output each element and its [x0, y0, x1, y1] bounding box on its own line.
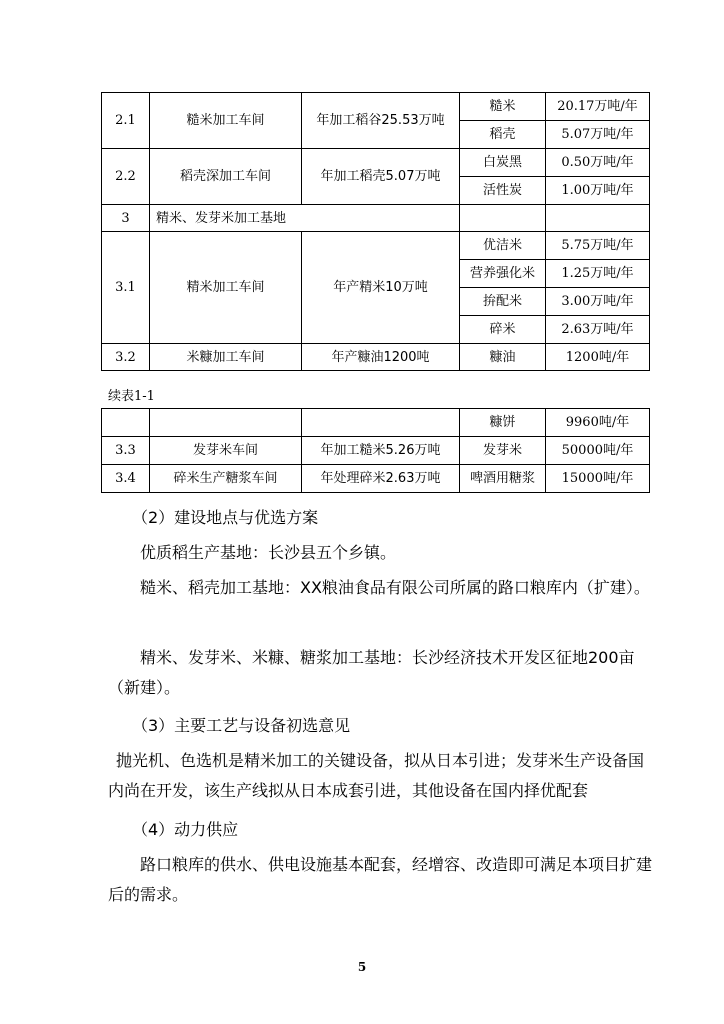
page-number: 5: [357, 960, 367, 974]
paragraph: 路口粮库的供水、供电设施基本配套，经增容、改造即可满足本项目扩建后的需求。: [108, 855, 653, 904]
paragraph: 优质稻生产基地：长沙县五个乡镇。: [140, 543, 397, 562]
product-name: 碎米: [460, 316, 546, 344]
product-name: 糠饼: [460, 409, 546, 437]
product-output: 2.63万吨/年: [546, 316, 650, 344]
product-output: 9960吨/年: [546, 409, 650, 437]
table-row: [102, 437, 650, 465]
product-output: 0.50万吨/年: [546, 149, 650, 177]
capacity: 年产精米10万吨: [302, 232, 460, 344]
capacity: 年产糠油1200吨: [302, 344, 460, 371]
section-heading: （2）建设地点与优选方案: [132, 508, 319, 527]
table-row: [102, 205, 650, 232]
table-row: [102, 465, 650, 493]
empty-cell: [150, 409, 302, 437]
product-output: 5.07万吨/年: [546, 121, 650, 149]
empty-cell: [302, 409, 460, 437]
row-number: 3.2: [102, 344, 150, 371]
row-number: 3: [102, 205, 150, 232]
capacity: 年加工糙米5.26万吨: [302, 437, 460, 465]
product-name: 白炭黑: [460, 149, 546, 177]
workshop-name: 米糠加工车间: [150, 344, 302, 371]
row-number: 3.3: [102, 437, 150, 465]
capacity: 年加工稻壳5.07万吨: [302, 149, 460, 205]
table-row: [102, 344, 650, 371]
empty-cell: [460, 205, 546, 232]
product-output: 3.00万吨/年: [546, 288, 650, 316]
product-name: 活性炭: [460, 177, 546, 205]
product-output: 5.75万吨/年: [546, 232, 650, 260]
capacity: 年处理碎米2.63万吨: [302, 465, 460, 493]
product-name: 稻壳: [460, 121, 546, 149]
table-row: [102, 409, 650, 437]
table-row: [102, 93, 650, 121]
paragraph: 抛光机、色选机是精米加工的关键设备，拟从日本引进；发芽米生产设备国内尚在开发，该生产线拟从日本成套引进，其他设备在国内择优配套: [108, 751, 645, 800]
product-output: 1.25万吨/年: [546, 260, 650, 288]
product-name: 营养强化米: [460, 260, 546, 288]
section-name: 精米、发芽米加工基地: [150, 205, 460, 232]
row-number: 3.1: [102, 232, 150, 344]
paragraph: 糙米、稻壳加工基地：XX粮油食品有限公司所属的路口粮库内（扩建）。: [140, 578, 650, 597]
empty-cell: [546, 205, 650, 232]
paragraph: 精米、发芽米、米糠、糖浆加工基地：长沙经济技术开发区征地200亩（新建）。: [108, 648, 635, 697]
product-output: 20.17万吨/年: [546, 93, 650, 121]
product-name: 优洁米: [460, 232, 546, 260]
product-table: [101, 92, 650, 371]
empty-cell: [102, 409, 150, 437]
product-table-continued: [101, 408, 650, 493]
product-output: 1200吨/年: [546, 344, 650, 371]
section-heading: （4）动力供应: [132, 820, 239, 839]
table-caption: 续表1-1: [108, 389, 155, 404]
product-name: 啤酒用糖浆: [460, 465, 546, 493]
table-row: [102, 232, 650, 260]
row-number: 3.4: [102, 465, 150, 493]
product-name: 糙米: [460, 93, 546, 121]
workshop-name: 碎米生产糖浆车间: [150, 465, 302, 493]
table-row: [102, 149, 650, 177]
product-output: 15000吨/年: [546, 465, 650, 493]
row-number: 2.1: [102, 93, 150, 149]
product-name: 糠油: [460, 344, 546, 371]
product-name: 拚配米: [460, 288, 546, 316]
workshop-name: 精米加工车间: [150, 232, 302, 344]
product-output: 50000吨/年: [546, 437, 650, 465]
row-number: 2.2: [102, 149, 150, 205]
section-heading: （3）主要工艺与设备初选意见: [132, 716, 351, 735]
product-output: 1.00万吨/年: [546, 177, 650, 205]
capacity: 年加工稻谷25.53万吨: [302, 93, 460, 149]
product-name: 发芽米: [460, 437, 546, 465]
workshop-name: 发芽米车间: [150, 437, 302, 465]
workshop-name: 稻壳深加工车间: [150, 149, 302, 205]
workshop-name: 糙米加工车间: [150, 93, 302, 149]
